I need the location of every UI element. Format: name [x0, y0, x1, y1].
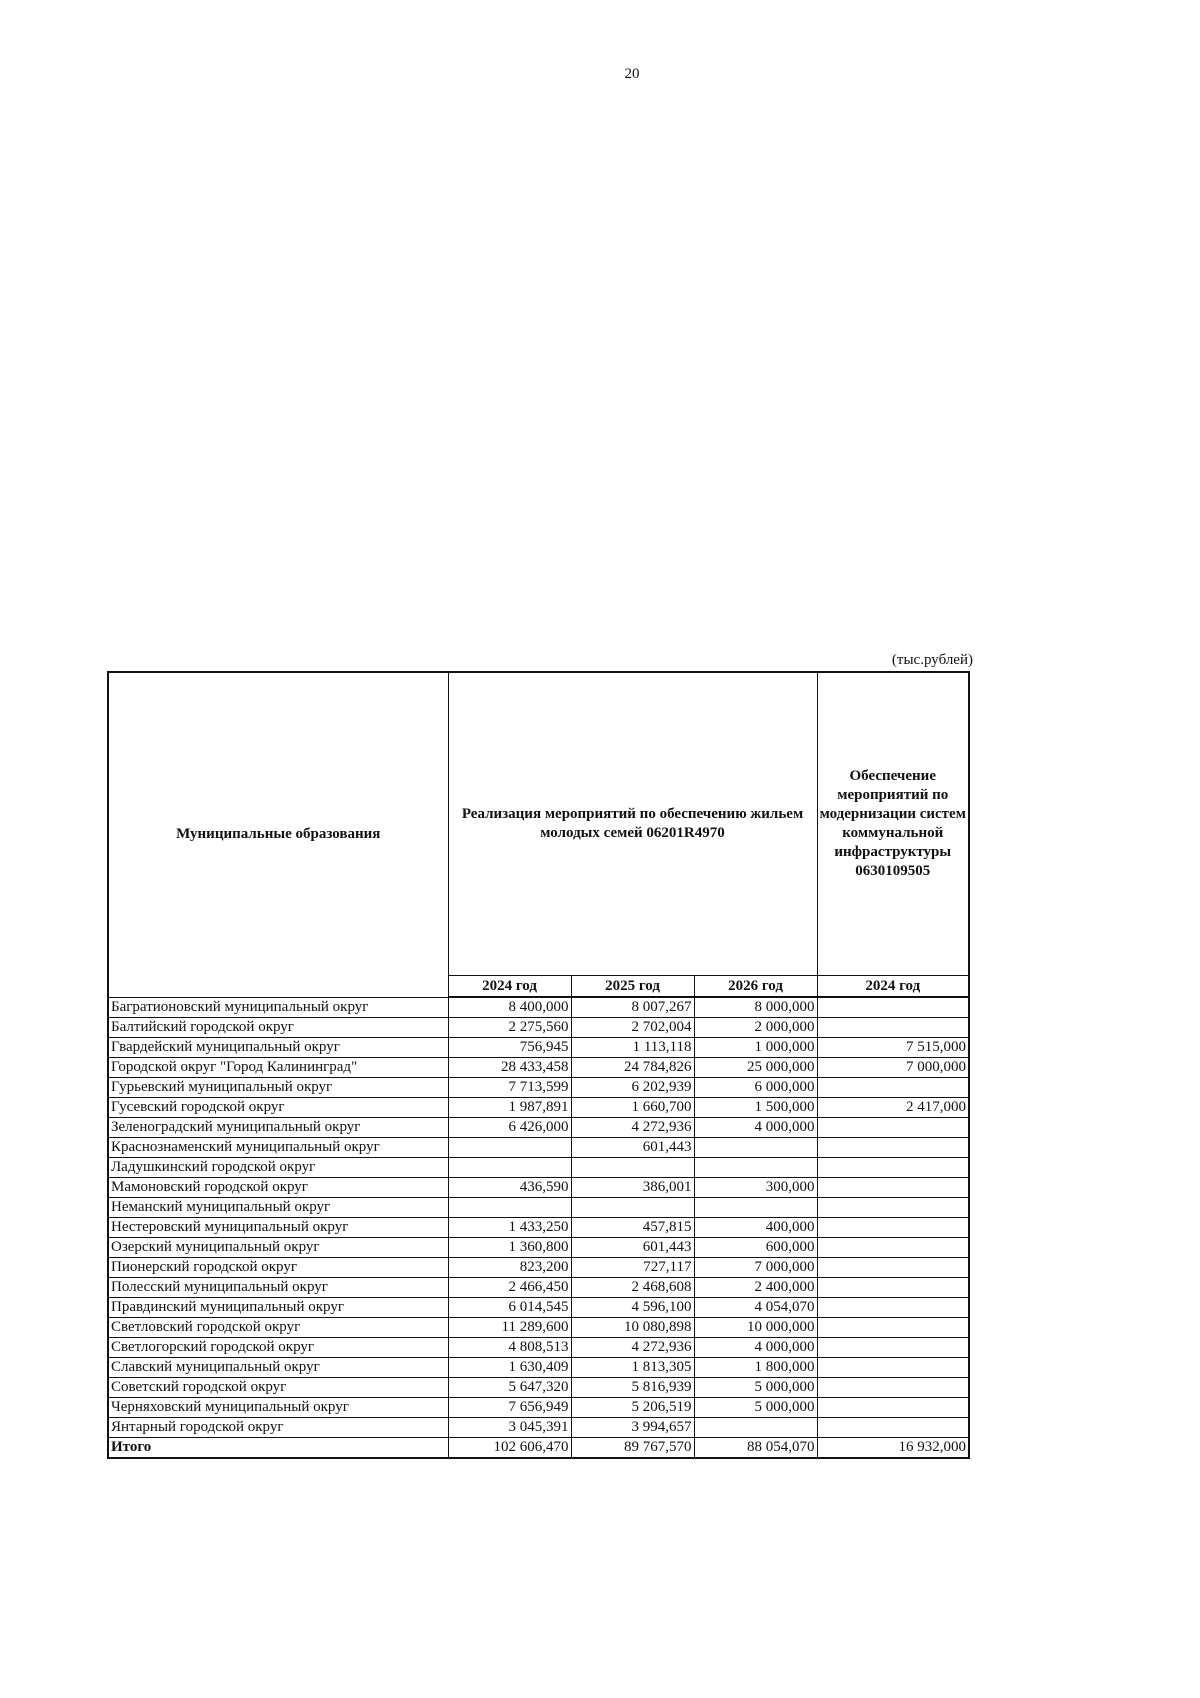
amount-cell [817, 1218, 969, 1238]
amount-cell: 1 000,000 [694, 1038, 817, 1058]
municipality-name: Советский городской округ [108, 1378, 448, 1398]
amount-cell [571, 1158, 694, 1178]
amount-cell [817, 1398, 969, 1418]
amount-cell: 5 647,320 [448, 1378, 571, 1398]
municipality-name: Ладушкинский городской округ [108, 1158, 448, 1178]
amount-cell: 7 656,949 [448, 1398, 571, 1418]
amount-cell: 1 987,891 [448, 1098, 571, 1118]
table-body [108, 997, 969, 1458]
municipality-name: Гурьевский муниципальный округ [108, 1078, 448, 1098]
amount-cell: 1 433,250 [448, 1218, 571, 1238]
amount-cell: 457,815 [571, 1218, 694, 1238]
amount-cell: 2 275,560 [448, 1018, 571, 1038]
amount-cell [817, 1158, 969, 1178]
table-row [108, 1178, 969, 1198]
amount-cell: 2 417,000 [817, 1098, 969, 1118]
municipality-name: Мамоновский городской округ [108, 1178, 448, 1198]
amount-cell: 88 054,070 [694, 1438, 817, 1459]
amount-cell: 5 816,939 [571, 1378, 694, 1398]
table-row [108, 1058, 969, 1078]
total-row [108, 1438, 969, 1459]
amount-cell: 89 767,570 [571, 1438, 694, 1459]
amount-cell: 1 800,000 [694, 1358, 817, 1378]
budget-table [107, 671, 970, 1459]
page-number: 20 [624, 66, 640, 82]
amount-cell: 1 500,000 [694, 1098, 817, 1118]
table-row [108, 1358, 969, 1378]
municipality-name: Славский муниципальный округ [108, 1358, 448, 1378]
municipality-name: Пионерский городской округ [108, 1258, 448, 1278]
amount-cell: 5 206,519 [571, 1398, 694, 1418]
amount-cell [448, 1198, 571, 1218]
amount-cell: 1 360,800 [448, 1238, 571, 1258]
table-row [108, 1158, 969, 1178]
amount-cell: 2 466,450 [448, 1278, 571, 1298]
amount-cell: 386,001 [571, 1178, 694, 1198]
amount-cell: 11 289,600 [448, 1318, 571, 1338]
amount-cell: 8 000,000 [694, 997, 817, 1018]
amount-cell [817, 1358, 969, 1378]
amount-cell [448, 1138, 571, 1158]
amount-cell: 8 400,000 [448, 997, 571, 1018]
amount-cell: 102 606,470 [448, 1438, 571, 1459]
table-row [108, 1118, 969, 1138]
table-row [108, 1218, 969, 1238]
table-row [108, 1418, 969, 1438]
amount-cell: 4 272,936 [571, 1118, 694, 1138]
header-year: 2026 год [694, 976, 817, 998]
amount-cell: 7 000,000 [817, 1058, 969, 1078]
municipality-name: Итого [108, 1438, 448, 1459]
municipality-name: Светловский городской округ [108, 1318, 448, 1338]
header-year: 2024 год [817, 976, 969, 998]
amount-cell: 5 000,000 [694, 1378, 817, 1398]
units-label: (тыс.рублей) [891, 652, 973, 668]
amount-cell: 2 702,004 [571, 1018, 694, 1038]
municipality-name: Зеленоградский муниципальный округ [108, 1118, 448, 1138]
table-row [108, 1198, 969, 1218]
amount-cell: 4 054,070 [694, 1298, 817, 1318]
amount-cell [694, 1158, 817, 1178]
municipality-name: Городской округ "Город Калининград" [108, 1058, 448, 1078]
amount-cell: 823,200 [448, 1258, 571, 1278]
amount-cell: 24 784,826 [571, 1058, 694, 1078]
amount-cell: 600,000 [694, 1238, 817, 1258]
municipality-name: Гвардейский муниципальный округ [108, 1038, 448, 1058]
header-infrastructure-group: Обеспечение мероприятий по модернизации систем коммунальной инфраструктуры 0630109505 [817, 672, 969, 976]
municipality-name: Правдинский муниципальный округ [108, 1298, 448, 1318]
municipality-name: Светлогорский городской округ [108, 1338, 448, 1358]
amount-cell [817, 1378, 969, 1398]
amount-cell: 7 000,000 [694, 1258, 817, 1278]
amount-cell: 5 000,000 [694, 1398, 817, 1418]
amount-cell [817, 1258, 969, 1278]
amount-cell: 727,117 [571, 1258, 694, 1278]
amount-cell [817, 1338, 969, 1358]
table-row [108, 1338, 969, 1358]
amount-cell: 6 202,939 [571, 1078, 694, 1098]
amount-cell: 4 000,000 [694, 1338, 817, 1358]
amount-cell: 3 045,391 [448, 1418, 571, 1438]
amount-cell [817, 1078, 969, 1098]
table-row [108, 1038, 969, 1058]
header-year: 2024 год [448, 976, 571, 998]
table-row [108, 1098, 969, 1118]
amount-cell: 2 468,608 [571, 1278, 694, 1298]
amount-cell [817, 1138, 969, 1158]
amount-cell: 1 813,305 [571, 1358, 694, 1378]
amount-cell: 6 014,545 [448, 1298, 571, 1318]
amount-cell: 1 630,409 [448, 1358, 571, 1378]
table-row [108, 1078, 969, 1098]
amount-cell: 16 932,000 [817, 1438, 969, 1459]
amount-cell: 1 660,700 [571, 1098, 694, 1118]
amount-cell: 2 000,000 [694, 1018, 817, 1038]
amount-cell: 28 433,458 [448, 1058, 571, 1078]
amount-cell: 6 000,000 [694, 1078, 817, 1098]
table-row [108, 1378, 969, 1398]
amount-cell [817, 1318, 969, 1338]
amount-cell [817, 1278, 969, 1298]
municipality-name: Балтийский городской округ [108, 1018, 448, 1038]
amount-cell [817, 1018, 969, 1038]
amount-cell [694, 1138, 817, 1158]
amount-cell [817, 1198, 969, 1218]
municipality-name: Багратионовский муниципальный округ [108, 997, 448, 1018]
amount-cell: 1 113,118 [571, 1038, 694, 1058]
municipality-name: Озерский муниципальный округ [108, 1238, 448, 1258]
header-year: 2025 год [571, 976, 694, 998]
table-row [108, 1138, 969, 1158]
amount-cell: 2 400,000 [694, 1278, 817, 1298]
table-row [108, 1318, 969, 1338]
table-row [108, 1018, 969, 1038]
municipality-name: Гусевский городской округ [108, 1098, 448, 1118]
amount-cell: 7 713,599 [448, 1078, 571, 1098]
amount-cell: 4 596,100 [571, 1298, 694, 1318]
amount-cell: 756,945 [448, 1038, 571, 1058]
table-row [108, 997, 969, 1018]
amount-cell [571, 1198, 694, 1218]
header-municipal: Муниципальные образования [108, 672, 448, 997]
amount-cell: 10 000,000 [694, 1318, 817, 1338]
amount-cell [817, 997, 969, 1018]
amount-cell: 400,000 [694, 1218, 817, 1238]
amount-cell [694, 1198, 817, 1218]
amount-cell: 601,443 [571, 1238, 694, 1258]
table-row [108, 1238, 969, 1258]
amount-cell: 436,590 [448, 1178, 571, 1198]
amount-cell: 4 000,000 [694, 1118, 817, 1138]
amount-cell [817, 1418, 969, 1438]
amount-cell [448, 1158, 571, 1178]
amount-cell [694, 1418, 817, 1438]
municipality-name: Неманский муниципальный округ [108, 1198, 448, 1218]
amount-cell [817, 1118, 969, 1138]
amount-cell: 8 007,267 [571, 997, 694, 1018]
amount-cell: 4 272,936 [571, 1338, 694, 1358]
municipality-name: Янтарный городской округ [108, 1418, 448, 1438]
amount-cell: 300,000 [694, 1178, 817, 1198]
amount-cell: 25 000,000 [694, 1058, 817, 1078]
municipality-name: Полесский муниципальный округ [108, 1278, 448, 1298]
amount-cell [817, 1178, 969, 1198]
table-row [108, 1258, 969, 1278]
table-row [108, 1298, 969, 1318]
municipality-name: Черняховский муниципальный округ [108, 1398, 448, 1418]
amount-cell: 6 426,000 [448, 1118, 571, 1138]
table-row [108, 1278, 969, 1298]
header-housing-group: Реализация мероприятий по обеспечению жильем молодых семей 06201R4970 [448, 672, 817, 976]
amount-cell: 7 515,000 [817, 1038, 969, 1058]
amount-cell [817, 1238, 969, 1258]
municipality-name: Нестеровский муниципальный округ [108, 1218, 448, 1238]
amount-cell: 3 994,657 [571, 1418, 694, 1438]
municipality-name: Краснознаменский муниципальный округ [108, 1138, 448, 1158]
table-row [108, 1398, 969, 1418]
amount-cell: 10 080,898 [571, 1318, 694, 1338]
amount-cell [817, 1298, 969, 1318]
amount-cell: 601,443 [571, 1138, 694, 1158]
amount-cell: 4 808,513 [448, 1338, 571, 1358]
